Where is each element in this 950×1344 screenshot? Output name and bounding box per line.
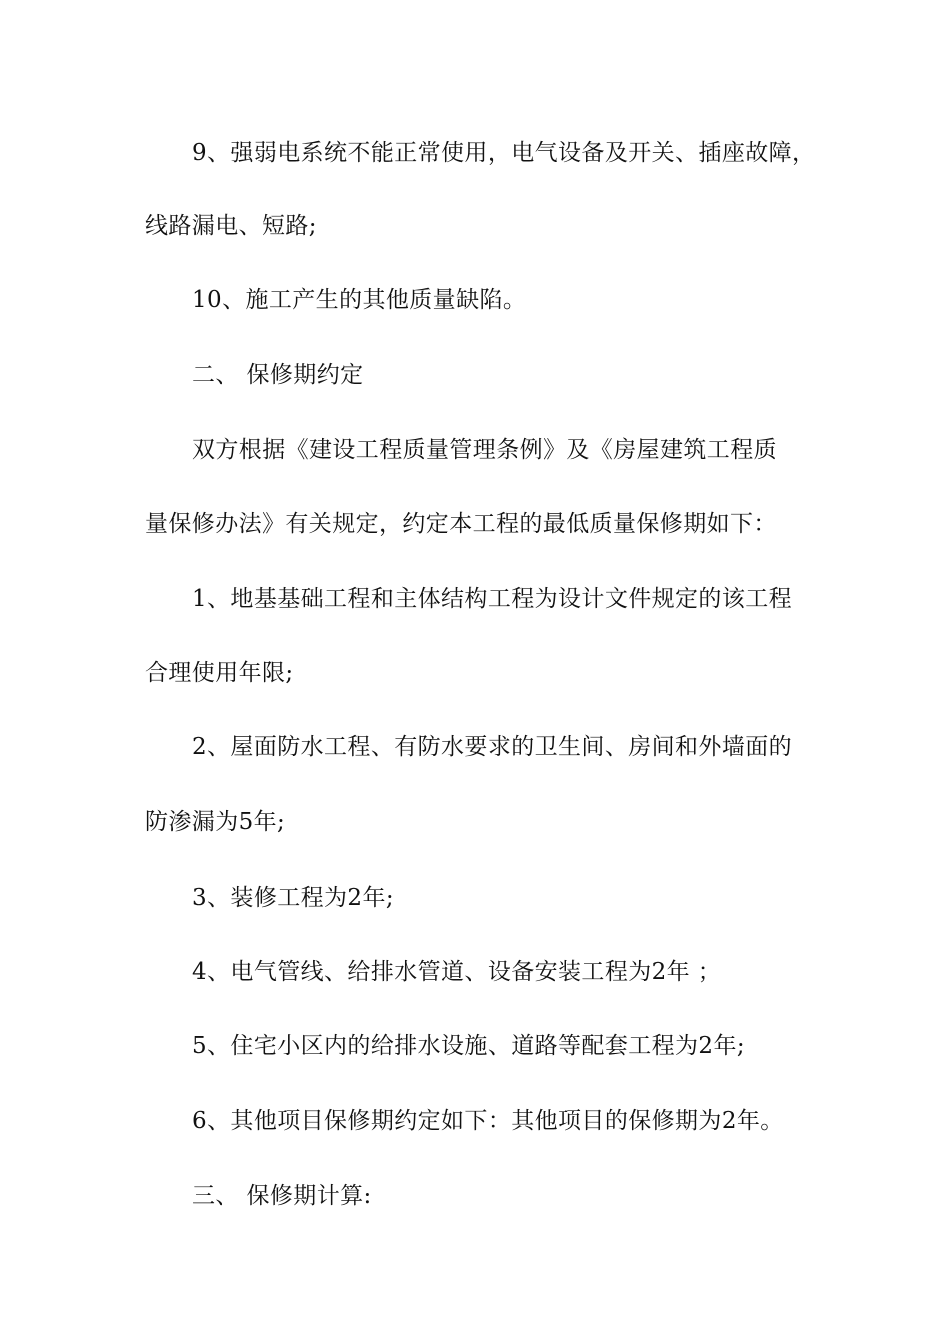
text-line: 防渗漏为5年; — [145, 809, 286, 835]
section-heading: 二、 保修期约定 — [192, 362, 364, 388]
text-line: 2、屋面防水工程、有防水要求的卫生间、房间和外墙面的 — [192, 734, 793, 760]
text-line: 量保修办法》有关规定，约定本工程的最低质量保修期如下： — [145, 511, 777, 537]
text-line: 4、电气管线、给排水管道、设备安装工程为2年 ； — [192, 959, 722, 985]
text-line: 合理使用年限; — [145, 660, 294, 686]
text-line: 10、施工产生的其他质量缺陷。 — [192, 287, 527, 313]
text-line: 6、其他项目保修期约定如下：其他项目的保修期为2年。 — [192, 1108, 784, 1134]
text-line: 3、装修工程为2年; — [192, 885, 395, 911]
text-line: 9、强弱电系统不能正常使用，电气设备及开关、插座故障， — [192, 140, 816, 166]
section-heading: 三、 保修期计算: — [192, 1183, 372, 1209]
text-line: 线路漏电、短路; — [145, 213, 317, 239]
text-line: 5、住宅小区内的给排水设施、道路等配套工程为2年; — [192, 1033, 746, 1059]
text-line: 1、地基基础工程和主体结构工程为设计文件规定的该工程 — [192, 586, 793, 612]
text-line: 双方根据《建设工程质量管理条例》及《房屋建筑工程质 — [192, 437, 777, 463]
